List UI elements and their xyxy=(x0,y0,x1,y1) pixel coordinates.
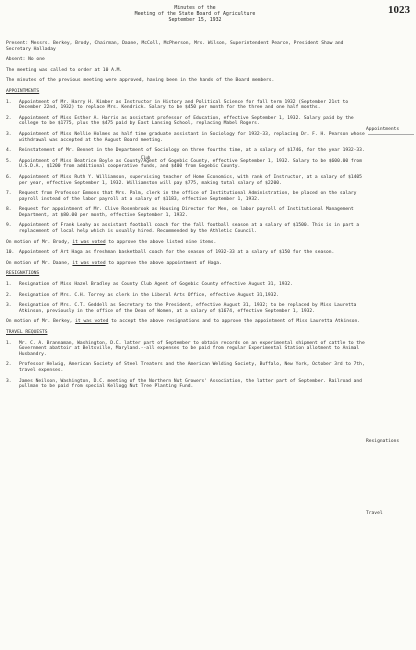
appointments-heading: APPOINTMENTS xyxy=(6,88,40,94)
motion-approve-haga: On motion of Mr. Daane, it was voted to approve the above appointment of Haga. xyxy=(6,260,222,266)
travel-item: 2. Professor Helwig, American Society of Steel Treaters and the American Welding Society, Buffalo, New York, October 3rd to 7th, travel expenses. xyxy=(6,362,365,373)
present-line: Present: Messrs. Berkey, Brody, Chairman, Daane, McColl, McPherson, Mrs. Wilson, Superintendent Pearce, President Shaw and Secretary Halladay xyxy=(6,41,344,52)
travel-item: 1. Mr. C. A. Brannaman, Washington, D.C. latter part of September to obtain records on an experimental shipment of cattle to the Government abattoir at Beltsville, Maryland.--all expenses to be paid from regular Experimental Station allotment to Animal Husbandry. xyxy=(6,340,365,357)
appointment-item: 1. Appointment of Mr. Harry H. Kimber as Instructor in History and Political Science for fall term 1932 (September 21st to December 22nd, 1932) to replace Mrs. Kendrick. Salary to be $450 per month for the three and one half months. xyxy=(6,99,349,111)
resignation-item: 2. Resignation of Mrs. C.H. Torrey as clerk in the Liberal Arts Office, effective August 31,1932. xyxy=(6,292,279,298)
previous-minutes: The minutes of the previous meeting were approved, having been in the hands of the Board members. xyxy=(6,78,275,84)
margin-travel: Travel xyxy=(366,511,383,516)
called-to-order: The meeting was called to order at 10 A.M. xyxy=(6,67,123,73)
handwritten-insert: Club xyxy=(140,154,151,160)
appointment-item: 5. Appointment of Miss Beatrice Boyle as County Club /Agent of Gogebic County, effective September 1, 1932. Salary to be $600.00 from U.S.D.A., $1200 from additional cooperative funds, and $400 from Gogebic County. xyxy=(6,154,362,170)
appointment-item: 4. Reinstatement of Mr. Bennet in the Department of Sociology on three fourths time, at a salary of $1746, for the year 1932-33. xyxy=(6,148,365,154)
header-date: September 15, 1932 xyxy=(168,17,222,24)
minutes-body xyxy=(6,41,366,390)
appointment-item: 8. Request for appointment of Mr. Clive Rosenbrook as Housing Director for Men, on labor payroll of Institutional Management Department, at $80.00 per month, effective September 1, 1932. xyxy=(6,207,354,218)
appointment-item: 10. Appointment of Art Haga as freshman basketball coach for the season of 1932-33 at a salary of $150 for the season. xyxy=(6,250,335,256)
motion-approve-nine: On motion of Mr. Brody, it was voted to approve the above listed nine items. xyxy=(6,239,217,245)
resignations-heading: RESIGNATIONS xyxy=(6,271,40,277)
margin-rule xyxy=(368,134,414,135)
header-line-2: Meeting of the State Board of Agriculture xyxy=(134,11,256,18)
motion-accept-resignations: On motion of Mr. Berkey, it was voted to accept the above resignations and to approve the appointment of Miss Lauretta Atkinson. xyxy=(6,319,361,325)
travel-item: 3. James Neilson, Washington, D.C. meeting of the Northern Nut Growers' Association, the latter part of September. Railroad and pullman to be paid from special Kellogg Nut Tree Planting Fund. xyxy=(6,378,362,390)
resignation-item: 1. Resignation of Miss Hazel Bradley as County Club Agent of Gogebic County effective August 31, 1932. xyxy=(6,282,293,288)
header-line-1: Minutes of the xyxy=(174,5,216,11)
page-number: 1023 xyxy=(388,4,410,16)
appointment-item: 7. Request from Professor Emmons that Mrs. Palm, clerk in the office of Institutional Administration, be placed on the salary payroll instead of the labor payroll at a salary of $1183, effective September 1, 1932. xyxy=(6,191,357,202)
margin-appointments: Appointments xyxy=(366,127,400,132)
appointment-item: 9. Appointment of Frank Leahy as assistant football coach for the fall football season at a salary of $1500. This is in part a replacement of local help which is usually hired. Recommended by the Athletic Council. xyxy=(6,223,360,235)
absent-line: Absent: No one xyxy=(6,57,45,63)
minutes-header xyxy=(0,5,390,24)
appointment-item: 3. Appointment of Miss Nellie Holmes as half time graduate assistant in Sociology for 1932-33, replacing Dr. F. H. Pearson whose withdrawal was accepted at the August Board meeting. xyxy=(6,131,365,143)
resignation-item: 3. Resignation of Mrs. C.T. Geddell as Secretary to the President, effective August 31, 1932; to be replaced by Miss Lauretta Atkinson, previously in the office of the Dean of Women, at a salary of $1674, effective September 1, 1932. xyxy=(6,303,357,314)
appointment-item: 2. Appointment of Miss Esther A. Harris as assistant professor of Education, effective September 1, 1932. Salary paid by the college to be $1775, plus the $475 paid by East Lansing School, replacing Mabel Rogers. xyxy=(6,115,354,127)
travel-heading: TRAVEL REQUESTS xyxy=(6,330,48,335)
appointment-item: 6. Appointment of Miss Ruth Y. Williamson, supervising teacher of Home Economics, with rank of Instructor, at a salary of $1405 per year, effective September 1, 1932. Williamston will pay $775, making total salary of $2200. xyxy=(6,174,362,186)
margin-resignations: Resignations xyxy=(366,439,400,444)
